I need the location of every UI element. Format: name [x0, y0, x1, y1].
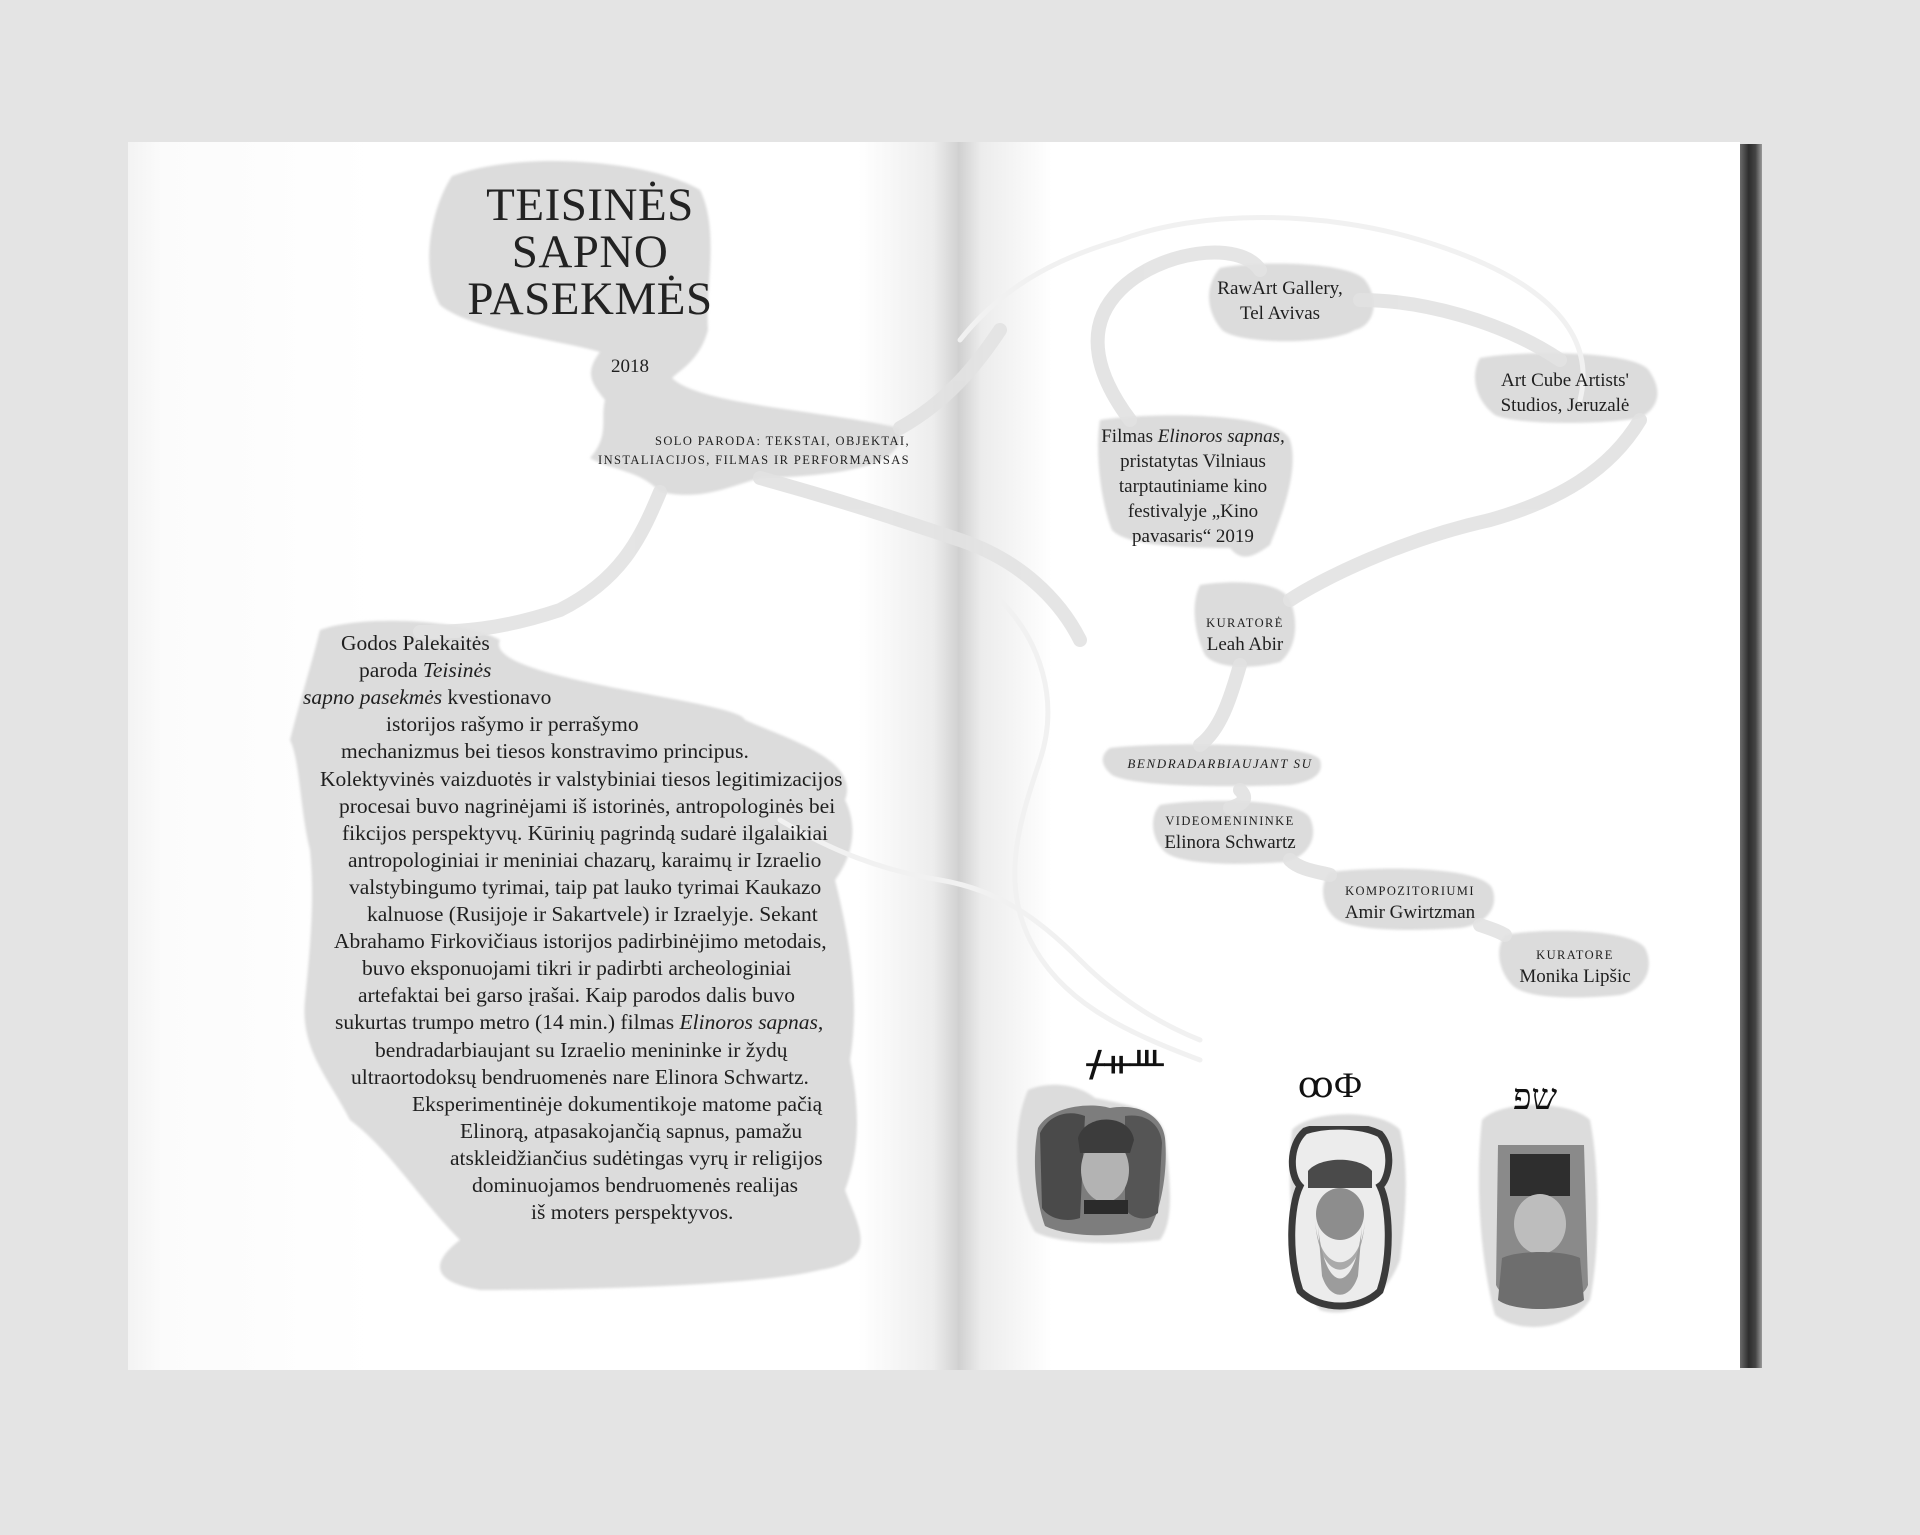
body-line: valstybingumo tyrimai, taip pat lauko tyrimai Kaukazo: [349, 875, 822, 899]
body-line: paroda Teisinės: [359, 658, 492, 682]
film-line: tarptautiniame kino: [1118, 476, 1268, 497]
venue-line: Studios, Jeruzalė: [1500, 395, 1630, 416]
body-line: procesai buvo nagrinėjami iš istorinės, antropologinės bei: [339, 794, 836, 818]
italic-title: sapno pasekmės: [303, 685, 443, 709]
film-line: pavasaris“ 2019: [1132, 526, 1254, 547]
curator-1: [1140, 614, 1350, 657]
body-line: dominuojamos bendruomenės realijas: [472, 1173, 799, 1197]
title-line: PASEKMĖS: [467, 273, 713, 325]
composer-label: KOMPOZITORIUMI: [1345, 884, 1475, 898]
body-line: iš moters perspektyvos.: [531, 1200, 734, 1224]
venue-tel-aviv: [1180, 276, 1380, 326]
curator-1-label: KURATORĖ: [1206, 616, 1284, 630]
year: 2018: [611, 356, 649, 377]
body-line: istorijos rašymo ir perrašymo: [386, 712, 639, 736]
script-glyph: ꝏФ: [1297, 1065, 1363, 1105]
italic-title: Teisinės: [422, 658, 492, 682]
body-line: artefaktai bei garso įrašai. Kaip parodos dalis buvo: [358, 983, 796, 1007]
italic-title: Elinoros sapnas,: [679, 1010, 824, 1034]
videoartist: [1130, 812, 1330, 855]
venue-line: Tel Avivas: [1239, 303, 1321, 324]
videoartist-name: Elinora Schwartz: [1164, 832, 1296, 853]
body-line: ultraortodoksų bendruomenės nare Elinora Schwartz.: [351, 1065, 809, 1089]
exhibition-type-line: INSTALIACIJOS, FILMAS IR PERFORMANSAS: [598, 453, 910, 467]
collaboration-label: BENDRADARBIAUJANT SU: [1127, 756, 1313, 771]
italic-title: Elinoros sapnas,: [1157, 426, 1285, 447]
curator-2-name: Monika Lipšic: [1519, 966, 1631, 987]
title: [420, 179, 760, 325]
film-line: Filmas Elinoros sapnas,: [1101, 426, 1285, 447]
body-line: antropologiniai ir meniniai chazarų, karaimų ir Izraelio: [348, 848, 822, 872]
venue-line: RawArt Gallery,: [1217, 278, 1343, 299]
exhibition-type-line: SOLO PARODA: TEKSTAI, OBJEKTAI,: [655, 434, 910, 448]
body-line: sukurtas trumpo metro (14 min.) filmas Elinoros sapnas,: [335, 1010, 824, 1034]
body-line: sapno pasekmės kvestionavo: [303, 685, 552, 709]
curator-2-label: KURATORE: [1536, 948, 1614, 962]
venue-line: Art Cube Artists': [1501, 370, 1629, 391]
body-line: atskleidžiančius sudėtingas vyrų ir religijos: [450, 1146, 823, 1170]
hebrew-glyph: שפ: [1512, 1077, 1558, 1117]
title-line: SAPNO: [511, 226, 669, 278]
composer: [1310, 882, 1510, 925]
body-line: Godos Palekaitės: [341, 631, 490, 655]
film-line: festivalyje „Kino: [1127, 501, 1259, 522]
film-presentation: [1078, 424, 1308, 549]
body-line: kalnuose (Rusijoje ir Sakartvele) ir Izraelyje. Sekant: [367, 902, 818, 926]
portrait-woman-headscarf: [1030, 1098, 1170, 1238]
body-line: buvo eksponuojami tikri ir padirbti archeologiniai: [362, 956, 792, 980]
curator-2: [1480, 946, 1670, 989]
portrait-man-fez: [1488, 1140, 1594, 1320]
body-line: fikcijos perspektyvų. Kūrinių pagrindą sudarė ilgalaikiai: [342, 821, 829, 845]
body-line: Abrahamo Firkovičiaus istorijos padirbinėjimo metodais,: [334, 929, 827, 953]
script-glyph: ᚋᚑᚈ: [1086, 1043, 1164, 1083]
title-line: TEISINĖS: [486, 179, 694, 231]
body-line: Eksperimentinėje dokumentikoje matome pačią: [412, 1092, 823, 1116]
composer-name: Amir Gwirtzman: [1344, 902, 1476, 923]
venue-jerusalem: [1465, 368, 1665, 418]
exhibition-type: [540, 432, 910, 470]
body-line: Elinorą, atpasakojančią sapnus, pamažu: [460, 1119, 803, 1143]
body-line: bendradarbiaujant su Izraelio menininke ir žydų: [375, 1038, 788, 1062]
curator-1-name: Leah Abir: [1206, 634, 1284, 655]
body-line: Kolektyvinės vaizduotės ir valstybiniai tiesos legitimizacijos: [320, 767, 843, 791]
film-line: pristatytas Vilniaus: [1120, 451, 1266, 472]
videoartist-label: VIDEOMENININKE: [1165, 814, 1295, 828]
portrait-bearded-man: [1280, 1126, 1400, 1316]
body-line: mechanizmus bei tiesos konstravimo principus.: [341, 739, 749, 763]
